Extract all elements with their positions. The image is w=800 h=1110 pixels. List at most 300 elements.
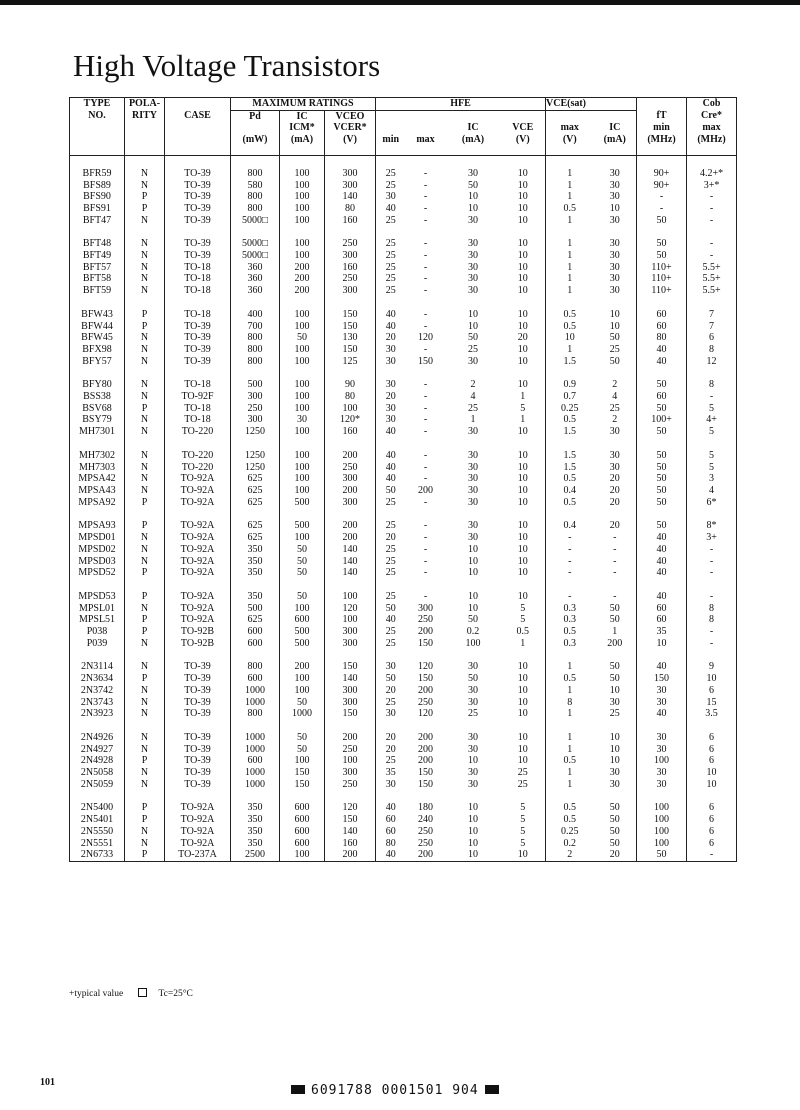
cell-ft: 110+ xyxy=(637,285,687,297)
square-icon xyxy=(138,988,147,997)
cell-hfe-min: 50 xyxy=(376,603,406,615)
cell-case: TO-92A xyxy=(165,591,231,603)
cell-case: TO-39 xyxy=(165,203,231,215)
cell-cob: 4.2+* xyxy=(687,168,737,180)
cell-hfe-min: 25 xyxy=(376,497,406,509)
cell-vcesat-max: 10 xyxy=(546,332,594,344)
cell-type-no: MPSD01 xyxy=(70,532,125,544)
cell-vcesat-ic: 50 xyxy=(609,673,620,685)
cell-case: TO-39 xyxy=(165,215,231,227)
cell-polarity: N xyxy=(125,603,165,615)
cell-pd: 400 xyxy=(231,309,280,321)
cell-vcesat-ic: 50 xyxy=(609,614,620,626)
cell-cob: - xyxy=(687,544,737,556)
cell-vcesat-max: 1 xyxy=(546,285,594,297)
cell-hfe-max: - xyxy=(423,473,428,485)
header-sat-max: max xyxy=(546,122,594,134)
cell-case: TO-39 xyxy=(165,180,231,192)
cell-ic: 100 xyxy=(280,685,325,697)
cell-pd: 600 xyxy=(231,638,280,650)
table-row xyxy=(70,826,737,838)
cell-ft: 40 xyxy=(637,708,687,720)
footnote-tc xyxy=(138,989,205,999)
cell-hfe-ic: 10 xyxy=(468,590,479,602)
cell-cob: 7 xyxy=(687,321,737,333)
cell-vce: 10 xyxy=(517,379,528,391)
cell-polarity: N xyxy=(125,250,165,262)
cell-type-no: MPSA92 xyxy=(70,497,125,509)
cell-vcesat-ic: 10 xyxy=(609,320,620,332)
cell-vce: 10 xyxy=(517,191,528,203)
cell-hfe-min: 40 xyxy=(376,849,406,861)
cell-vcesat-ic: 30 xyxy=(609,179,620,191)
cell-type-no: 2N3743 xyxy=(70,697,125,709)
cell-hfe-min: 25 xyxy=(376,262,406,274)
cell-vcesat-max: 0.25 xyxy=(546,403,594,415)
cell-type-no: 2N3742 xyxy=(70,685,125,697)
cell-vceo: 140 xyxy=(325,191,376,203)
cell-ft: 60 xyxy=(637,309,687,321)
cell-ft: 40 xyxy=(637,356,687,368)
cell-hfe-min: 30 xyxy=(376,403,406,415)
cell-cob: 6 xyxy=(687,802,737,814)
cell-ft: 30 xyxy=(637,697,687,709)
cell-hfe-min: 40 xyxy=(376,321,406,333)
cell-vcesat-ic: 10 xyxy=(609,684,620,696)
cell-pd: 625 xyxy=(231,497,280,509)
cell-ft: 60 xyxy=(637,603,687,615)
cell-pd: 360 xyxy=(231,262,280,274)
cell-vcesat-max: 0.9 xyxy=(546,379,594,391)
cell-case: TO-39 xyxy=(165,191,231,203)
table-row xyxy=(70,414,737,426)
header-pd: Pd xyxy=(231,110,280,122)
cell-polarity: N xyxy=(125,285,165,297)
cell-vceo: 300 xyxy=(325,180,376,192)
cell-hfe-max: 200 xyxy=(406,849,446,861)
cell-hfe-max: 250 xyxy=(418,614,434,626)
cell-hfe-min: 30 xyxy=(376,661,406,673)
cell-hfe-min: 40 xyxy=(376,309,406,321)
cell-hfe-max: - xyxy=(423,461,428,473)
cell-vcesat-ic: 10 xyxy=(609,755,620,767)
cell-cob: 5 xyxy=(687,426,737,438)
cell-hfe-min: 40 xyxy=(376,450,406,462)
cell-hfe-max: - xyxy=(423,202,428,214)
table-row xyxy=(70,755,737,767)
cell-hfe-ic: 30 xyxy=(468,767,479,779)
cell-hfe-ic: 1 xyxy=(470,414,476,426)
cell-vcesat-ic: 2 xyxy=(612,379,618,391)
cell-polarity: N xyxy=(125,462,165,474)
cell-hfe-max: - xyxy=(423,214,428,226)
cell-vcesat-max: 0.5 xyxy=(546,414,594,426)
cell-hfe-max: - xyxy=(423,402,428,414)
cell-ic: 100 xyxy=(280,603,325,615)
cell-vceo: 120 xyxy=(325,603,376,615)
cell-ft: 50 xyxy=(637,238,687,250)
cell-vcesat-max: 0.5 xyxy=(546,203,594,215)
cell-hfe-ic: 100 xyxy=(465,637,481,649)
cell-vcesat-ic: 30 xyxy=(609,250,620,262)
cell-pd: 1000 xyxy=(231,732,280,744)
cell-vceo: 100 xyxy=(325,755,376,767)
header-max-ratings: MAXIMUM RATINGS xyxy=(231,98,376,111)
header-sat-ic: IC xyxy=(609,122,621,134)
cell-vceo: 90 xyxy=(325,379,376,391)
cell-pd: 350 xyxy=(231,838,280,850)
cell-hfe-max: - xyxy=(423,285,428,297)
cell-case: TO-92A xyxy=(165,497,231,509)
cell-ft: 35 xyxy=(637,626,687,638)
page-title: High Voltage Transistors xyxy=(73,48,381,83)
table-row xyxy=(70,556,737,568)
cell-hfe-max: 150 xyxy=(418,673,434,685)
cell-polarity: N xyxy=(125,838,165,850)
cell-vcesat-max: - xyxy=(546,544,594,556)
cell-ic: 100 xyxy=(280,849,325,861)
cell-vce: 0.5 xyxy=(516,626,530,638)
cell-ic: 150 xyxy=(280,779,325,791)
cell-hfe-max: 150 xyxy=(418,778,434,790)
cell-hfe-max: - xyxy=(423,308,428,320)
cell-polarity: P xyxy=(125,755,165,767)
cell-vceo: 160 xyxy=(325,426,376,438)
cell-vcesat-max: 0.5 xyxy=(546,309,594,321)
transistor-spec-table xyxy=(69,97,737,862)
cell-vcesat-ic: 50 xyxy=(609,332,620,344)
cell-case: TO-92A xyxy=(165,544,231,556)
cell-hfe-ic: 30 xyxy=(468,496,479,508)
cell-type-no: 2N5059 xyxy=(70,779,125,791)
cell-hfe-max: - xyxy=(423,555,428,567)
header-vce-unit: (V) xyxy=(501,134,546,155)
table-row xyxy=(70,426,737,438)
header-hfe-max: max xyxy=(406,134,446,155)
cell-ic: 30 xyxy=(280,414,325,426)
cell-ic: 100 xyxy=(280,426,325,438)
cell-type-no: 2N5400 xyxy=(70,802,125,814)
cell-vce: 10 xyxy=(517,496,528,508)
cell-cob: 3+ xyxy=(687,532,737,544)
cell-vcesat-max: 1 xyxy=(546,685,594,697)
cell-hfe-min: 35 xyxy=(376,767,406,779)
cell-hfe-max: 120 xyxy=(418,332,434,344)
cell-hfe-min: 40 xyxy=(376,802,406,814)
cell-vceo: 200 xyxy=(325,520,376,532)
cell-vce: 10 xyxy=(517,285,528,297)
cell-cob: 6 xyxy=(687,826,737,838)
cell-cob: 4+ xyxy=(687,414,737,426)
header-icm: ICM* xyxy=(280,122,325,134)
cell-vce: 10 xyxy=(517,449,528,461)
cell-vce: 5 xyxy=(520,602,526,614)
page-number: 101 xyxy=(40,1077,55,1088)
cell-vceo: 200 xyxy=(325,485,376,497)
cell-case: TO-39 xyxy=(165,697,231,709)
cell-vcesat-ic: 10 xyxy=(609,308,620,320)
cell-ic: 600 xyxy=(280,838,325,850)
header-ic: IC xyxy=(280,110,325,122)
cell-vce: 10 xyxy=(517,179,528,191)
table-row xyxy=(70,462,737,474)
cell-pd: 800 xyxy=(231,168,280,180)
cell-cob: 4 xyxy=(687,485,737,497)
cell-ft: 100 xyxy=(637,755,687,767)
cell-pd: 800 xyxy=(231,203,280,215)
cell-vcesat-ic: 50 xyxy=(609,602,620,614)
cell-vcesat-ic: 1 xyxy=(612,626,618,638)
cell-type-no: P039 xyxy=(70,638,125,650)
cell-cob: - xyxy=(687,203,737,215)
cell-cob: 12 xyxy=(687,356,737,368)
cell-ic: 50 xyxy=(280,556,325,568)
cell-case: TO-39 xyxy=(165,744,231,756)
table-row xyxy=(70,485,737,497)
cell-polarity: N xyxy=(125,215,165,227)
cell-ft: - xyxy=(637,203,687,215)
cell-vceo: 80 xyxy=(325,203,376,215)
cell-hfe-max: 200 xyxy=(418,731,434,743)
cell-vcesat-ic: 30 xyxy=(609,191,620,203)
cell-ic: 100 xyxy=(280,238,325,250)
cell-hfe-max: - xyxy=(423,343,428,355)
cell-pd: 350 xyxy=(231,556,280,568)
cell-hfe-ic: 30 xyxy=(468,214,479,226)
cell-cob: 10 xyxy=(687,767,737,779)
cell-hfe-min: 20 xyxy=(376,391,406,403)
table-row xyxy=(70,603,737,615)
cell-polarity: N xyxy=(125,744,165,756)
cell-vce: 5 xyxy=(520,825,526,837)
cell-pd: 350 xyxy=(231,567,280,579)
cell-cob: 6 xyxy=(687,755,737,767)
cell-vceo: 80 xyxy=(325,391,376,403)
cell-ic: 50 xyxy=(280,332,325,344)
cell-hfe-ic: 10 xyxy=(468,825,479,837)
cell-hfe-ic: 10 xyxy=(446,849,501,861)
cell-polarity: N xyxy=(125,426,165,438)
cell-vce: 10 xyxy=(517,661,528,673)
cell-case: TO-18 xyxy=(165,414,231,426)
cell-hfe-max: - xyxy=(423,273,428,285)
cell-type-no: BFT57 xyxy=(70,262,125,274)
cell-vcesat-max: 8 xyxy=(546,697,594,709)
cell-hfe-min: 20 xyxy=(376,532,406,544)
cell-hfe-max: 300 xyxy=(418,602,434,614)
cell-pd: 5000□ xyxy=(231,238,280,250)
cell-vcesat-ic: - xyxy=(613,567,617,579)
cell-case: TO-92F xyxy=(165,391,231,403)
cell-vceo: 250 xyxy=(325,744,376,756)
cell-vcesat-ic: 30 xyxy=(609,426,620,438)
cell-pd: 625 xyxy=(231,520,280,532)
cell-vcesat-ic: 200 xyxy=(607,637,623,649)
cell-vcesat-max: 1 xyxy=(546,215,594,227)
cell-polarity: N xyxy=(125,356,165,368)
cell-hfe-min: 20 xyxy=(376,685,406,697)
table-row xyxy=(70,168,737,180)
cell-pd: 500 xyxy=(231,603,280,615)
cell-pd: 600 xyxy=(231,673,280,685)
cell-vceo: 200 xyxy=(325,532,376,544)
cell-ic: 100 xyxy=(280,168,325,180)
header-sat-max-unit: (V) xyxy=(546,134,594,155)
header-vce: VCE xyxy=(512,122,534,134)
cell-ic: 500 xyxy=(280,497,325,509)
cell-type-no: BFR59 xyxy=(70,168,125,180)
cell-type-no: BFW44 xyxy=(70,321,125,333)
cell-type-no: BFX98 xyxy=(70,344,125,356)
cell-cob: 15 xyxy=(687,697,737,709)
cell-hfe-ic: 25 xyxy=(468,402,479,414)
cell-hfe-min: 30 xyxy=(376,379,406,391)
table-row xyxy=(70,567,737,579)
cell-vce: 5 xyxy=(520,837,526,849)
cell-hfe-max: 120 xyxy=(418,661,434,673)
cell-cob: 10 xyxy=(687,779,737,791)
cell-vce: 10 xyxy=(517,743,528,755)
cell-polarity: P xyxy=(125,321,165,333)
cell-cob: 3 xyxy=(687,473,737,485)
cell-hfe-ic: 30 xyxy=(468,532,479,544)
cell-cob: - xyxy=(687,250,737,262)
cell-type-no: 2N3634 xyxy=(70,673,125,685)
cell-vcesat-ic: - xyxy=(613,532,617,544)
cell-hfe-ic: 30 xyxy=(468,426,479,438)
table-row xyxy=(70,285,737,297)
cell-hfe-max: - xyxy=(423,261,428,273)
cell-polarity: P xyxy=(125,814,165,826)
header-ic-unit: (mA) xyxy=(280,134,325,155)
cell-ft: 50 xyxy=(637,485,687,497)
cell-hfe-min: 25 xyxy=(376,250,406,262)
cell-vce: 10 xyxy=(517,426,528,438)
cell-case: TO-92A xyxy=(165,826,231,838)
cell-polarity: N xyxy=(125,344,165,356)
cell-ft: 30 xyxy=(637,732,687,744)
cell-hfe-ic: 30 xyxy=(468,261,479,273)
cell-vcesat-ic: 50 xyxy=(609,802,620,814)
cell-ft: 50 xyxy=(637,250,687,262)
cell-hfe-max: 200 xyxy=(418,743,434,755)
cell-cob: 5.5+ xyxy=(687,285,737,297)
cell-vce: 20 xyxy=(517,332,528,344)
cell-case: TO-18 xyxy=(165,309,231,321)
cell-vcesat-max: 0.3 xyxy=(546,603,594,615)
cell-hfe-ic: 30 xyxy=(468,273,479,285)
barcode-text: 6091788 0001501 904 xyxy=(311,1083,479,1098)
cell-case: TO-39 xyxy=(165,238,231,250)
cell-hfe-max: 180 xyxy=(418,802,434,814)
cell-vcesat-ic: - xyxy=(613,543,617,555)
table-row xyxy=(70,203,737,215)
cell-ft: 10 xyxy=(637,638,687,650)
cell-vce: 10 xyxy=(517,473,528,485)
cell-vceo: 300 xyxy=(325,168,376,180)
cell-vce: 1 xyxy=(520,391,526,403)
cell-hfe-max: - xyxy=(423,379,428,391)
cell-hfe-min: 25 xyxy=(376,755,406,767)
table-row xyxy=(70,332,737,344)
cell-ic: 100 xyxy=(280,180,325,192)
cell-vcesat-max: 0.5 xyxy=(546,321,594,333)
table-row xyxy=(70,814,737,826)
cell-vce: 10 xyxy=(517,484,528,496)
cell-vcesat-ic: 20 xyxy=(594,849,637,861)
cell-ft: 80 xyxy=(637,332,687,344)
cell-vcesat-ic: 30 xyxy=(609,285,620,297)
cell-hfe-min: 25 xyxy=(376,591,406,603)
cell-ic: 100 xyxy=(280,356,325,368)
cell-hfe-min: 40 xyxy=(376,473,406,485)
cell-vcesat-max: 1 xyxy=(546,262,594,274)
cell-cob: 7 xyxy=(687,309,737,321)
cell-vce: 5 xyxy=(520,402,526,414)
cell-ft: 40 xyxy=(637,532,687,544)
cell-polarity: N xyxy=(125,767,165,779)
cell-pd: 350 xyxy=(231,591,280,603)
cell-polarity: N xyxy=(125,697,165,709)
cell-case: TO-39 xyxy=(165,673,231,685)
cell-ft: 50 xyxy=(637,497,687,509)
cell-ft: 100 xyxy=(637,814,687,826)
cell-vcesat-ic: 30 xyxy=(609,696,620,708)
cell-vcesat-ic: 30 xyxy=(609,767,620,779)
cell-hfe-min: 40 xyxy=(376,462,406,474)
cell-cob: - xyxy=(687,238,737,250)
cell-vceo: 250 xyxy=(325,238,376,250)
cell-vce: 10 xyxy=(517,543,528,555)
cell-vceo: 300 xyxy=(325,697,376,709)
cell-vce: 25 xyxy=(517,767,528,779)
cell-hfe-ic: 30 xyxy=(468,778,479,790)
cell-ic: 100 xyxy=(280,403,325,415)
cell-vce: 10 xyxy=(501,849,546,861)
cell-case: TO-92A xyxy=(165,614,231,626)
cell-vcesat-ic: 20 xyxy=(609,496,620,508)
cell-ic: 50 xyxy=(280,697,325,709)
table-row xyxy=(70,191,737,203)
cell-polarity: N xyxy=(125,332,165,344)
cell-polarity: N xyxy=(125,273,165,285)
table-row xyxy=(70,403,737,415)
table-row xyxy=(70,685,737,697)
cell-type-no: BSY79 xyxy=(70,414,125,426)
table-row xyxy=(70,744,737,756)
table-row xyxy=(70,473,737,485)
group-spacer xyxy=(70,720,737,732)
cell-vcesat-max: 0.5 xyxy=(546,802,594,814)
cell-ft: 30 xyxy=(637,744,687,756)
header-hfe-ic-unit: (mA) xyxy=(446,134,501,155)
cell-hfe-min: 25 xyxy=(376,273,406,285)
cell-case: TO-39 xyxy=(165,767,231,779)
cell-hfe-min: 25 xyxy=(376,638,406,650)
cell-case: TO-92A xyxy=(165,802,231,814)
cell-vce: 1 xyxy=(520,637,526,649)
cell-case: TO-39 xyxy=(165,779,231,791)
cell-hfe-max: - xyxy=(423,238,428,250)
barcode xyxy=(285,1083,505,1098)
cell-vcesat-max: 0.2 xyxy=(546,838,594,850)
cell-cob: - xyxy=(687,591,737,603)
cell-hfe-min: 25 xyxy=(376,285,406,297)
cell-hfe-min: 25 xyxy=(376,544,406,556)
cell-hfe-max: 250 xyxy=(418,696,434,708)
cell-vce: 10 xyxy=(517,684,528,696)
cell-vceo: 140 xyxy=(325,556,376,568)
